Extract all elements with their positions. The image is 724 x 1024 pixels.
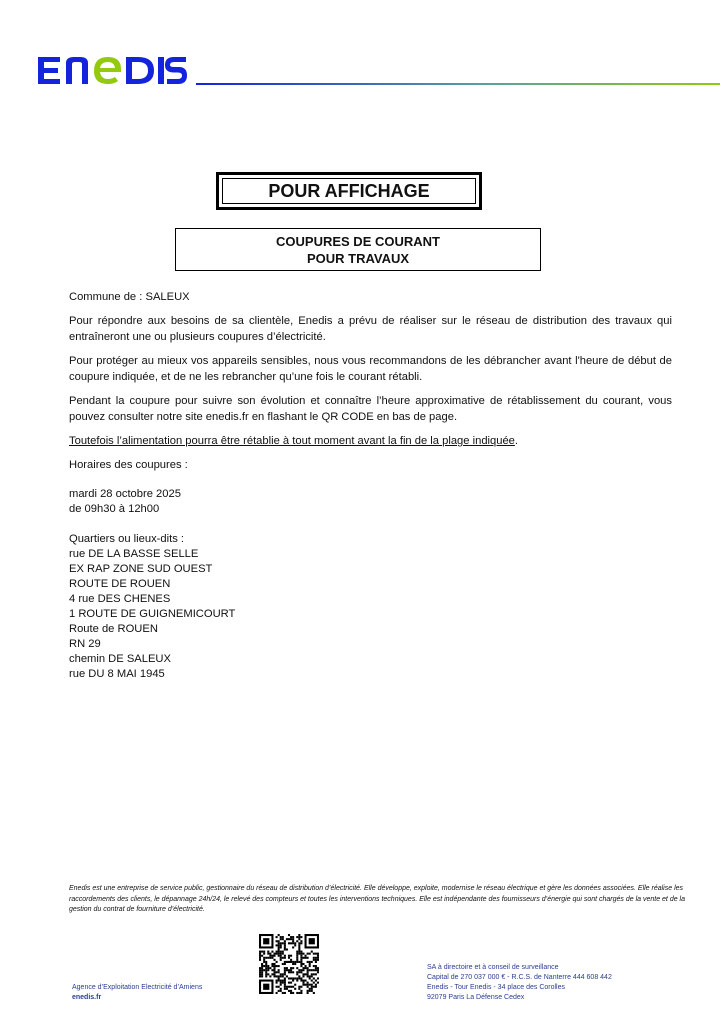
list-item: 1 ROUTE DE GUIGNEMICOURT [69, 608, 236, 620]
legal-line: 92079 Paris La Défense Cedex [427, 994, 525, 1001]
places-list [69, 532, 235, 682]
legal-line: SA à directoire et à conseil de surveillance [427, 964, 559, 971]
paragraph-3: Pendant la coupure pour suivre son évolution et connaître l’heure approximative de rétablissement du courant, vous pouvez consulter notre site enedis.fr en flashant le QR CODE en bas de page. [69, 395, 672, 423]
title-box [216, 172, 482, 210]
legal-block [427, 963, 612, 1003]
legal-line: Enedis - Tour Enedis - 34 place des Corolles [427, 984, 566, 991]
list-item: rue DU 8 MAI 1945 [69, 668, 165, 680]
paragraph-2: Pour protéger au mieux vos appareils sensibles, nous vous recommandons de les débrancher avant l'heure de début de coupure indiquée, et de ne les rebrancher qu’une fois le courant rétabli. [69, 355, 672, 383]
agence-block [72, 983, 202, 1003]
list-item: 4 rue DES CHENES [69, 593, 171, 605]
list-item: EX RAP ZONE SUD OUEST [69, 563, 213, 575]
list-item: RN 29 [69, 638, 101, 650]
hours-label: Horaires des coupures : [69, 459, 188, 471]
agence-name: Agence d’Exploitation Electricité d’Amiens [72, 984, 203, 991]
list-item: ROUTE DE ROUEN [69, 578, 171, 590]
qr-code[interactable] [259, 934, 319, 994]
list-item: chemin DE SALEUX [69, 653, 171, 665]
commune: Commune de : SALEUX [69, 291, 190, 303]
paragraph-1: Pour répondre aux besoins de sa clientèle, Enedis a prévu de réaliser sur le réseau de distribution des travaux qui entraîneront une ou plusieurs coupures d’électricité. [69, 315, 672, 343]
agence-site-link[interactable]: enedis.fr [72, 994, 102, 1001]
legal-line: Capital de 270 037 000 € - R.C.S. de Nanterre 444 608 442 [427, 974, 612, 981]
warning-paragraph [69, 433, 672, 449]
footer-disclaimer: Enedis est une entreprise de service public, gestionnaire du réseau de distribution d’électricité. Elle développe, exploite, modernise le réseau électrique et gère les données associées. Elle réalise les raccordements des clients, le dépannage 24h/24, le relevé des compteurs et toutes les interventions techniques. Elle est indépendante des fournisseurs d’énergie qui sont chargés de la vente et de la gestion du contrat de fourniture d’électricité. [69, 885, 685, 913]
schedule [69, 487, 181, 517]
subtitle-line-1: COUPURES DE COURANT [276, 234, 440, 249]
subtitle-line-2: POUR TRAVAUX [306, 251, 410, 266]
warning-end: . [514, 435, 519, 447]
list-item: rue DE LA BASSE SELLE [69, 548, 199, 560]
list-item: Route de ROUEN [69, 623, 158, 635]
subtitle-box [175, 228, 541, 271]
places-label: Quartiers ou lieux-dits : [69, 533, 185, 545]
page-title: POUR AFFICHAGE [268, 180, 430, 201]
warning-text: Toutefois l’alimentation pourra être rétablie à tout moment avant la fin de la plage indiquée [69, 435, 515, 447]
notice-body [69, 289, 672, 481]
schedule-time: de 09h30 à 12h00 [69, 503, 160, 515]
schedule-date: mardi 28 octobre 2025 [69, 488, 181, 500]
enedis-logo [36, 53, 188, 87]
logo-rule [196, 82, 720, 86]
